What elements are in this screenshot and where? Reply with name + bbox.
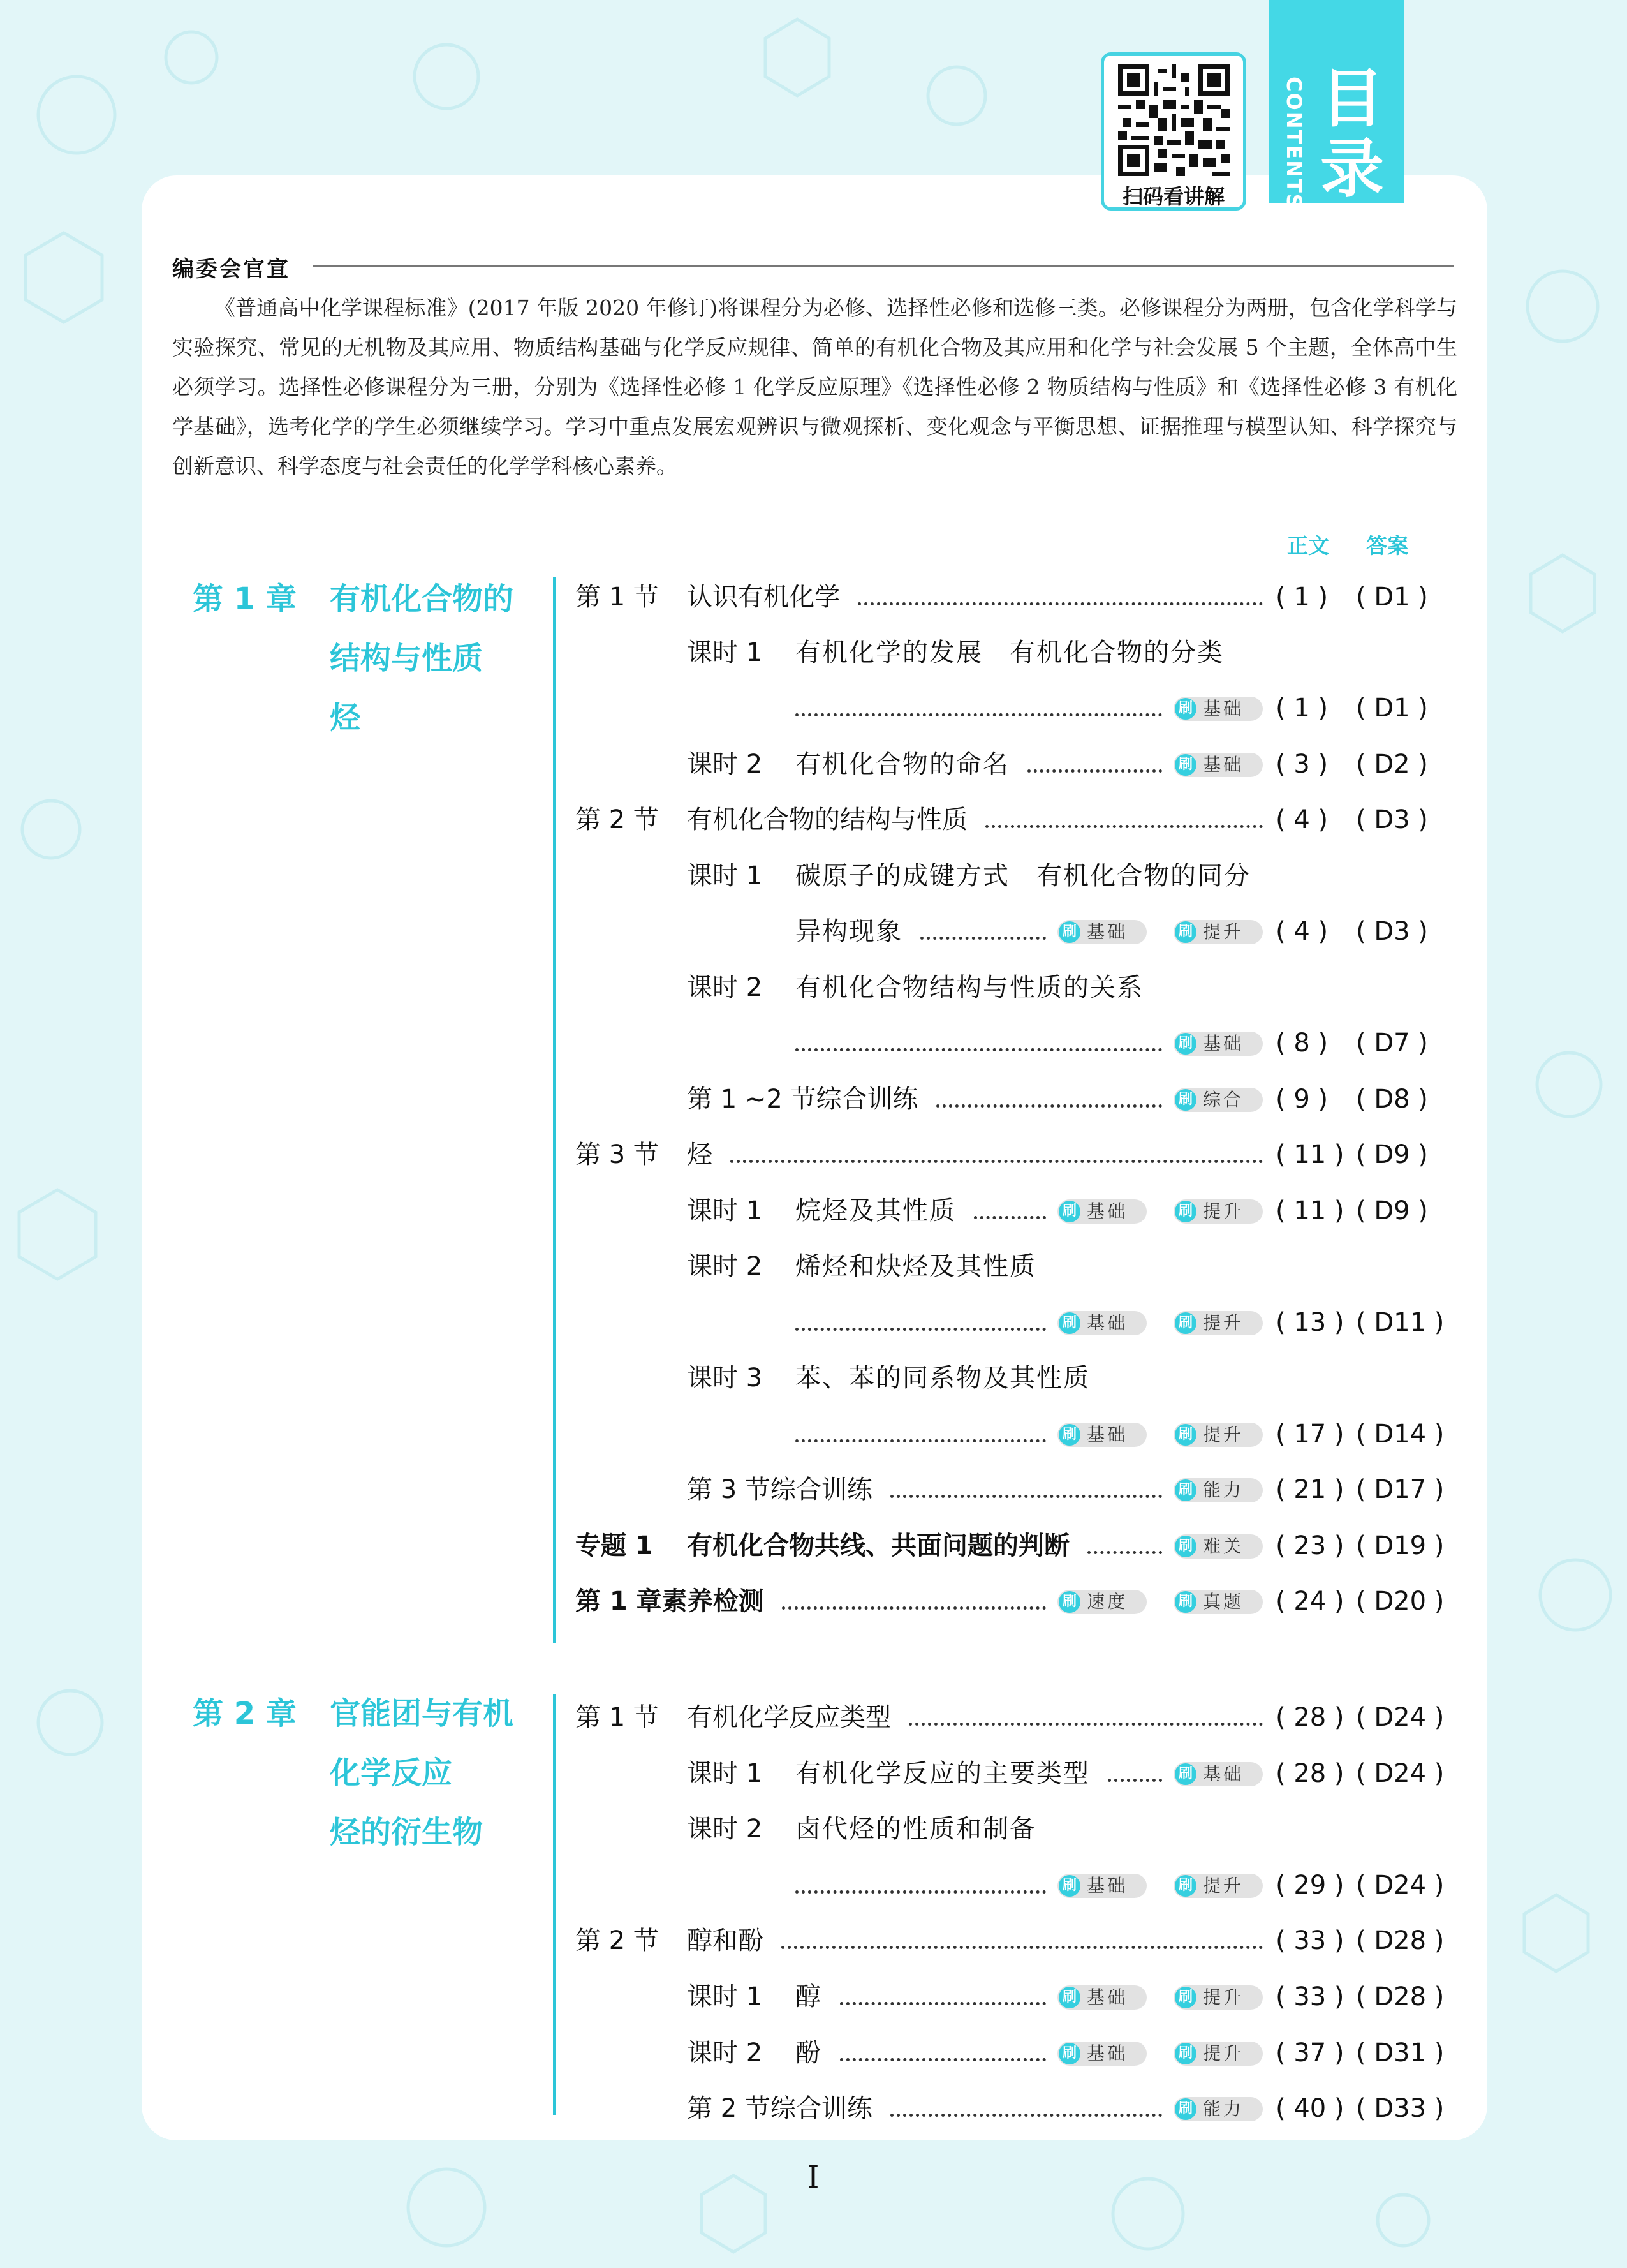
toc-page-number: ( 21 )	[1276, 1475, 1344, 1504]
toc-badge	[1057, 1985, 1147, 2010]
toc-badge-label: 提升	[1203, 2043, 1244, 2064]
toc-title: 碳原子的成键方式 有机化合物的同分	[795, 861, 1251, 891]
toc-section-label: 第 3 节	[575, 1140, 659, 1169]
toc-badge-label: 基础	[1087, 2043, 1128, 2064]
toc-page-number: ( 8 )	[1276, 1028, 1329, 1058]
toc-badge-label: 真题	[1203, 1591, 1244, 1612]
toc-badge	[1057, 1874, 1147, 1898]
toc-answer-page: ( D17 )	[1356, 1475, 1445, 1504]
brush-icon: 刷	[1175, 1033, 1196, 1055]
chapter-title-line: 烃	[330, 700, 361, 736]
toc-answer-page: ( D31 )	[1356, 2038, 1445, 2068]
toc-entry[interactable]	[0, 1978, 1627, 2016]
toc-badge-label: 基础	[1087, 1875, 1128, 1896]
toc-leader-dots	[795, 1328, 1046, 1331]
brush-icon: 刷	[1059, 1424, 1080, 1446]
toc-section-label: 第 2 节	[575, 805, 659, 834]
toc-entry[interactable]	[0, 1303, 1627, 1342]
chapter-title-line: 官能团与有机	[330, 1696, 514, 1731]
toc-answer-page: ( D1 )	[1356, 693, 1428, 723]
toc-answer-page: ( D3 )	[1356, 805, 1428, 834]
toc-lesson-label: 课时 3	[687, 1363, 763, 1393]
toc-lesson-label: 课时 1	[687, 1759, 763, 1788]
toc-entry[interactable]	[0, 801, 1627, 839]
toc-lesson-label: 课时 2	[687, 973, 763, 1002]
toc-entry	[0, 1359, 1627, 1397]
toc-page-number: ( 11 )	[1276, 1196, 1344, 1226]
toc-badge	[1057, 1423, 1147, 1447]
toc-entry[interactable]	[0, 578, 1627, 616]
toc-leader-dots	[1108, 1779, 1162, 1782]
toc-lesson-label: 课时 2	[687, 1814, 763, 1844]
toc-badge-label: 提升	[1203, 1987, 1244, 2008]
toc-title: 醇和酚	[687, 1926, 763, 1955]
editor-intro-paragraph: 《普通高中化学课程标准》(2017 年版 2020 年修订)将课程分为必修、选择性必修和选修三类。必修课程分为两册，包含化学科学与实验探究、常见的无机物及其应用、物质结构基础与化学反应规律、简单的有机化合物及其应用和化学与社会发展 5 个主题，全体高中生必须学习。选择性必修课程分为三册，分别为《选择性必修 1 化学反应原理》《选择性必修 2 物质结构与性质》和《选择性必修 3 有机化学基础》，选考化学的学生必须继续学习。学习中重点发展宏观辨识与微观探析、变化观念与平衡思想、证据推理与模型认知、科学探究与创新意识、科学态度与社会责任的化学学科核心素养。	[172, 295, 1457, 478]
toc-entry[interactable]	[0, 1922, 1627, 1960]
toc-page-number: ( 9 )	[1276, 1085, 1329, 1114]
toc-leader-dots	[985, 825, 1263, 828]
brush-icon: 刷	[1175, 1536, 1196, 1557]
toc-answer-page: ( D9 )	[1356, 1196, 1428, 1226]
toc-title: 烃	[687, 1140, 712, 1169]
toc-badge-label: 提升	[1203, 1424, 1244, 1445]
toc-leader-dots	[1027, 769, 1162, 773]
toc-entry[interactable]	[0, 1866, 1627, 1904]
brush-icon: 刷	[1175, 1479, 1196, 1501]
toc-leader-dots	[795, 1048, 1162, 1051]
toc-entry[interactable]	[0, 2034, 1627, 2072]
toc-leader-dots	[840, 2058, 1046, 2061]
toc-section-label: 第 2 节	[575, 1926, 659, 1955]
toc-title: 认识有机化学	[687, 582, 840, 612]
toc-leader-dots	[936, 1104, 1162, 1108]
toc-answer-page: ( D19 )	[1356, 1531, 1445, 1560]
toc-page-number: ( 1 )	[1276, 693, 1329, 723]
editor-heading: 编委会官宣	[172, 256, 290, 282]
toc-leader-dots	[974, 1216, 1046, 1219]
toc-answer-page: ( D28 )	[1356, 1926, 1445, 1955]
toc-section-label: 第 1 节	[575, 1703, 659, 1732]
toc-badge-label: 基础	[1087, 1987, 1128, 2008]
toc-page-number: ( 40 )	[1276, 2094, 1344, 2123]
brush-icon: 刷	[1059, 1591, 1080, 1613]
toc-badge-label: 基础	[1203, 754, 1244, 775]
toc-badge-label: 基础	[1087, 1201, 1128, 1222]
toc-entry[interactable]	[0, 1471, 1627, 1509]
toc-answer-page: ( D24 )	[1356, 1871, 1445, 1900]
toc-leader-dots	[858, 602, 1263, 605]
toc-section-label: 第 1 节	[575, 582, 659, 612]
toc-badge	[1174, 1032, 1263, 1056]
column-header-main: 正文	[1287, 533, 1329, 558]
toc-badge	[1174, 753, 1263, 777]
toc-title: 醇	[795, 1982, 822, 2012]
toc-lesson-label: 课时 1	[687, 1982, 763, 2012]
toc-title: 烷烃及其性质	[795, 1196, 956, 1226]
toc-leader-dots	[795, 1439, 1046, 1442]
brush-icon: 刷	[1175, 2043, 1196, 2064]
brush-icon: 刷	[1175, 1201, 1196, 1222]
toc-leader-dots	[909, 1723, 1263, 1726]
brush-icon: 刷	[1175, 921, 1196, 943]
toc-title: 有机化学反应的主要类型	[795, 1759, 1090, 1788]
toc-badge-label: 综合	[1203, 1089, 1244, 1110]
toc-title: 烯烃和炔烃及其性质	[795, 1252, 1036, 1281]
toc-badge	[1174, 1088, 1263, 1112]
toc-lesson-label: 课时 2	[687, 1252, 763, 1281]
toc-answer-page: ( D9 )	[1356, 1140, 1428, 1169]
qr-code-icon	[1118, 64, 1230, 176]
toc-entry[interactable]	[0, 2089, 1627, 2128]
brush-icon: 刷	[1175, 1312, 1196, 1334]
toc-badge-label: 基础	[1203, 698, 1244, 719]
toc-entry[interactable]	[0, 745, 1627, 783]
toc-badge-label: 基础	[1087, 1312, 1128, 1333]
brush-icon: 刷	[1175, 1424, 1196, 1446]
brush-icon: 刷	[1175, 1763, 1196, 1785]
chapter-title-line: 结构与性质	[330, 641, 483, 676]
chapter-number: 第 1 章	[193, 581, 297, 617]
toc-badge-label: 基础	[1087, 1424, 1128, 1445]
toc-page-number: ( 33 )	[1276, 1926, 1344, 1955]
toc-answer-page: ( D28 )	[1356, 1982, 1445, 2012]
brush-icon: 刷	[1175, 754, 1196, 776]
toc-title: 有机化合物结构与性质的关系	[795, 973, 1144, 1002]
toc-answer-page: ( D24 )	[1356, 1759, 1445, 1788]
toc-page-number: ( 4 )	[1276, 805, 1329, 834]
toc-entry	[0, 857, 1627, 895]
toc-title: 酚	[795, 2038, 822, 2068]
chapter-title-line: 有机化合物的	[330, 581, 514, 617]
toc-leader-dots	[795, 1890, 1046, 1894]
toc-badge	[1174, 697, 1263, 721]
toc-entry[interactable]	[0, 1698, 1627, 1737]
toc-lesson-label: 课时 2	[687, 2038, 763, 2068]
toc-title: 有机化合物的结构与性质	[687, 805, 968, 834]
toc-badge-label: 基础	[1087, 921, 1128, 942]
chapter-title-line: 烃的衍生物	[330, 1814, 483, 1850]
contents-title-tab	[1269, 0, 1404, 210]
toc-badge-label: 提升	[1203, 1201, 1244, 1222]
toc-badge	[1174, 1199, 1263, 1224]
toc-badge-label: 提升	[1203, 921, 1244, 942]
toc-leader-dots	[1087, 1551, 1162, 1554]
toc-badge	[1057, 1199, 1147, 1224]
toc-entry[interactable]	[0, 1080, 1627, 1118]
toc-entry	[0, 634, 1627, 672]
toc-entry[interactable]	[0, 689, 1627, 727]
brush-icon: 刷	[1059, 1875, 1080, 1897]
brush-icon: 刷	[1175, 698, 1196, 720]
toc-lesson-label: 课时 1	[687, 638, 763, 667]
brush-icon: 刷	[1175, 2098, 1196, 2120]
toc-title: 第 3 节综合训练	[687, 1475, 872, 1504]
page-number: I	[807, 2160, 820, 2195]
toc-entry[interactable]	[0, 1754, 1627, 1793]
toc-badge	[1057, 1590, 1147, 1614]
toc-answer-page: ( D11 )	[1356, 1308, 1445, 1337]
toc-badge-label: 能力	[1203, 2098, 1244, 2119]
toc-page-number: ( 29 )	[1276, 1871, 1344, 1900]
toc-answer-page: ( D8 )	[1356, 1085, 1428, 1114]
toc-page-number: ( 33 )	[1276, 1982, 1344, 2012]
toc-leader-dots	[890, 2114, 1162, 2117]
brush-icon: 刷	[1175, 1591, 1196, 1613]
brush-icon: 刷	[1175, 1875, 1196, 1897]
toc-page-number: ( 17 )	[1276, 1419, 1344, 1449]
brush-icon: 刷	[1059, 2043, 1080, 2064]
toc-entry[interactable]	[0, 1527, 1627, 1565]
toc-page-number: ( 23 )	[1276, 1531, 1344, 1560]
toc-badge	[1174, 1874, 1263, 1898]
toc-leader-dots	[920, 937, 1046, 940]
toc-badge-label: 难关	[1203, 1536, 1244, 1557]
toc-entry[interactable]	[0, 1582, 1627, 1620]
toc-title: 卤代烃的性质和制备	[795, 1814, 1036, 1844]
heading-divider	[313, 265, 1454, 267]
toc-title: 有机化学反应类型	[687, 1703, 891, 1732]
toc-badge-label: 速度	[1087, 1591, 1128, 1612]
toc-leader-dots	[781, 1946, 1263, 1949]
toc-entry[interactable]	[0, 912, 1627, 951]
toc-title: 第 2 节综合训练	[687, 2094, 872, 2123]
toc-page-number: ( 11 )	[1276, 1140, 1344, 1169]
toc-badge	[1174, 2042, 1263, 2066]
toc-answer-page: ( D2 )	[1356, 750, 1428, 779]
brush-icon: 刷	[1059, 921, 1080, 943]
toc-title: 有机化学的发展 有机化合物的分类	[795, 638, 1224, 667]
toc-badge-label: 能力	[1203, 1479, 1244, 1501]
toc-lesson-label: 课时 2	[687, 750, 763, 779]
toc-title: 异构现象	[795, 917, 902, 946]
contents-title: 目录	[1320, 61, 1384, 206]
toc-page-number: ( 13 )	[1276, 1308, 1344, 1337]
toc-entry[interactable]	[0, 1192, 1627, 1230]
toc-badge	[1174, 1311, 1263, 1335]
toc-badge	[1057, 2042, 1147, 2066]
toc-badge	[1174, 1423, 1263, 1447]
toc-leader-dots	[782, 1606, 1046, 1610]
toc-badge-label: 基础	[1203, 1763, 1244, 1784]
brush-icon: 刷	[1059, 1987, 1080, 2008]
toc-entry	[0, 1810, 1627, 1848]
toc-title: 有机化合物的命名	[795, 750, 1010, 779]
toc-badge-label: 提升	[1203, 1875, 1244, 1896]
toc-badge	[1174, 2097, 1263, 2121]
toc-answer-page: ( D14 )	[1356, 1419, 1445, 1449]
column-header-answer: 答案	[1366, 533, 1408, 558]
toc-answer-page: ( D24 )	[1356, 1703, 1445, 1732]
qr-code-box[interactable]	[1101, 52, 1246, 211]
toc-page-number: ( 28 )	[1276, 1759, 1344, 1788]
toc-entry[interactable]	[0, 1136, 1627, 1174]
toc-badge	[1174, 1985, 1263, 2010]
toc-page-number: ( 3 )	[1276, 750, 1329, 779]
toc-badge	[1057, 1311, 1147, 1335]
toc-badge	[1174, 1590, 1263, 1614]
toc-title: 苯、苯的同系物及其性质	[795, 1363, 1090, 1393]
toc-section-label: 专题 1	[575, 1531, 653, 1560]
toc-entry	[0, 1247, 1627, 1286]
toc-answer-page: ( D20 )	[1356, 1587, 1445, 1616]
toc-leader-dots	[795, 713, 1162, 716]
brush-icon: 刷	[1175, 1089, 1196, 1111]
chapter-number: 第 2 章	[193, 1696, 297, 1731]
toc-leader-dots	[730, 1160, 1263, 1163]
toc-badge	[1174, 1478, 1263, 1502]
toc-badge-label: 提升	[1203, 1312, 1244, 1333]
toc-badge	[1174, 1762, 1263, 1786]
qr-code-label: 扫码看讲解	[1122, 184, 1225, 209]
toc-answer-page: ( D7 )	[1356, 1028, 1428, 1058]
toc-title: 第 1 ~2 节综合训练	[687, 1085, 918, 1114]
toc-entry	[0, 968, 1627, 1007]
chapter-title-line: 化学反应	[330, 1755, 453, 1791]
toc-lesson-label: 课时 1	[687, 861, 763, 891]
toc-leader-dots	[840, 2002, 1046, 2005]
toc-page-number: ( 4 )	[1276, 917, 1329, 946]
brush-icon: 刷	[1059, 1201, 1080, 1222]
toc-badge-label: 基础	[1203, 1033, 1244, 1054]
toc-answer-page: ( D3 )	[1356, 917, 1428, 946]
toc-answer-page: ( D33 )	[1356, 2094, 1445, 2123]
toc-leader-dots	[890, 1495, 1162, 1498]
toc-badge	[1174, 920, 1263, 944]
toc-page-number: ( 28 )	[1276, 1703, 1344, 1732]
toc-badge	[1057, 920, 1147, 944]
toc-badge	[1174, 1534, 1263, 1559]
toc-answer-page: ( D1 )	[1356, 582, 1428, 612]
brush-icon: 刷	[1175, 1987, 1196, 2008]
toc-page-number: ( 37 )	[1276, 2038, 1344, 2068]
contents-en-label: CONTENTS	[1282, 77, 1306, 210]
toc-lesson-label: 课时 1	[687, 1196, 763, 1226]
toc-title: 有机化合物共线、共面问题的判断	[687, 1531, 1070, 1560]
toc-entry[interactable]	[0, 1024, 1627, 1062]
brush-icon: 刷	[1059, 1312, 1080, 1334]
toc-title: 第 1 章素养检测	[575, 1587, 764, 1616]
toc-page-number: ( 24 )	[1276, 1587, 1344, 1616]
toc-page-number: ( 1 )	[1276, 582, 1329, 612]
toc-entry[interactable]	[0, 1415, 1627, 1453]
